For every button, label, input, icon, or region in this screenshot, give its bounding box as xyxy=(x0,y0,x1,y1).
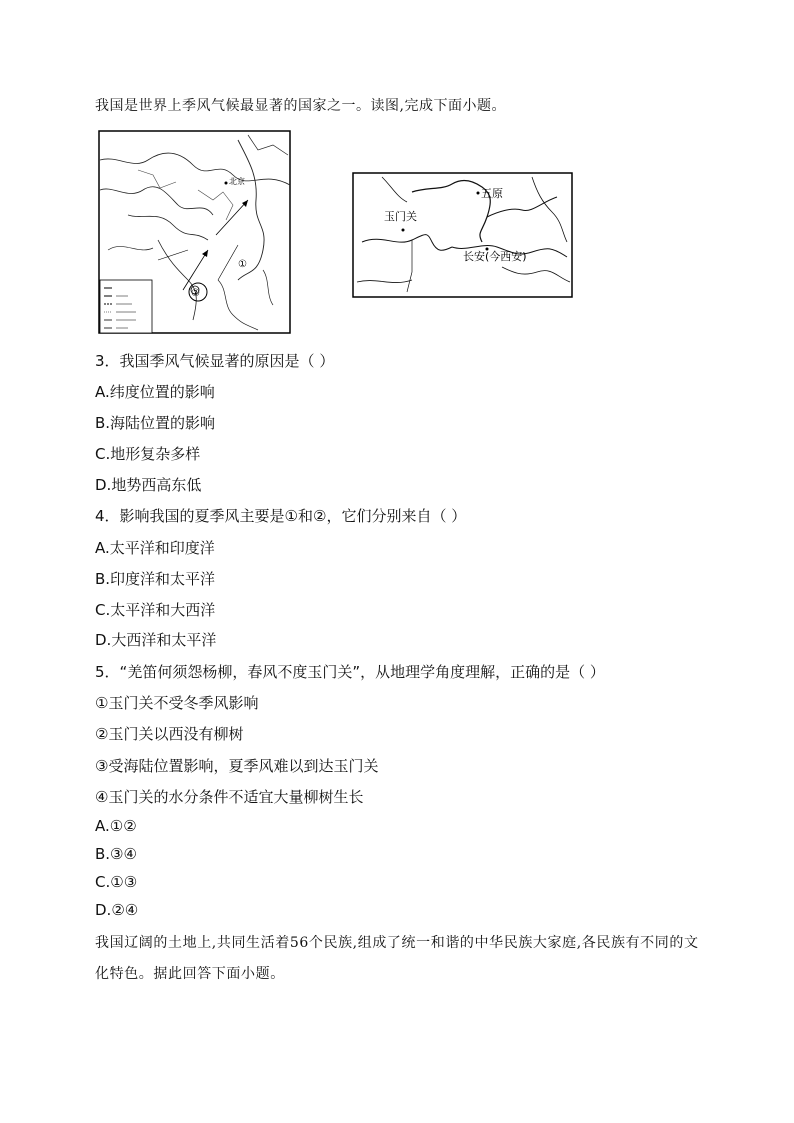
changan-label: 长安(今西安) xyxy=(463,250,527,263)
question-4-stem: 4．影响我国的夏季风主要是①和②，它们分别来自（ ） xyxy=(95,507,467,525)
question-5-option-a[interactable]: A.①② xyxy=(95,817,137,835)
yumenguan-label: 玉门关 xyxy=(384,210,417,223)
question-5-statement-4: ④玉门关的水分条件不适宜大量柳树生长 xyxy=(95,788,364,806)
yumenguan-map xyxy=(352,172,573,298)
question-5-statement-3: ③受海陆位置影响，夏季风难以到达玉门关 xyxy=(95,757,379,775)
question-4-option-d[interactable]: D.大西洋和太平洋 xyxy=(95,631,217,649)
question-3-stem: 3．我国季风气候显著的原因是（ ） xyxy=(95,352,335,370)
question-3-option-d[interactable]: D.地势西高东低 xyxy=(95,476,202,494)
question-5-option-c[interactable]: C.①③ xyxy=(95,873,138,891)
wuyuan-label: 五原 xyxy=(481,187,503,200)
question-3-option-a[interactable]: A.纬度位置的影响 xyxy=(95,383,215,401)
question-5-statement-2: ②玉门关以西没有柳树 xyxy=(95,725,244,743)
intro-text: 我国是世界上季风气候最显著的国家之一。读图,完成下面小题。 xyxy=(95,98,506,114)
question-4-option-a[interactable]: A.太平洋和印度洋 xyxy=(95,539,215,557)
question-5-option-d[interactable]: D.②④ xyxy=(95,901,139,919)
question-4-option-c[interactable]: C.太平洋和大西洋 xyxy=(95,601,216,619)
ethnic-groups-intro: 我国辽阔的土地上,共同生活着56个民族,组成了统一和谐的中华民族大家庭,各民族有不同的文化特色。据此回答下面小题。 xyxy=(95,935,699,982)
marker-1-label: ① xyxy=(238,259,247,270)
question-5-stem: 5．“羌笛何须怨杨柳，春风不度玉门关”，从地理学角度理解，正确的是（ ） xyxy=(95,663,605,681)
china-monsoon-map xyxy=(98,130,291,334)
question-5-statement-1: ①玉门关不受冬季风影响 xyxy=(95,694,259,712)
question-3-option-c[interactable]: C.地形复杂多样 xyxy=(95,445,201,463)
marker-2-label: ② xyxy=(191,288,200,299)
beijing-label: 北京 xyxy=(229,177,245,186)
question-5-option-b[interactable]: B.③④ xyxy=(95,845,137,863)
question-4-option-b[interactable]: B.印度洋和太平洋 xyxy=(95,570,216,588)
question-3-option-b[interactable]: B.海陆位置的影响 xyxy=(95,414,216,432)
